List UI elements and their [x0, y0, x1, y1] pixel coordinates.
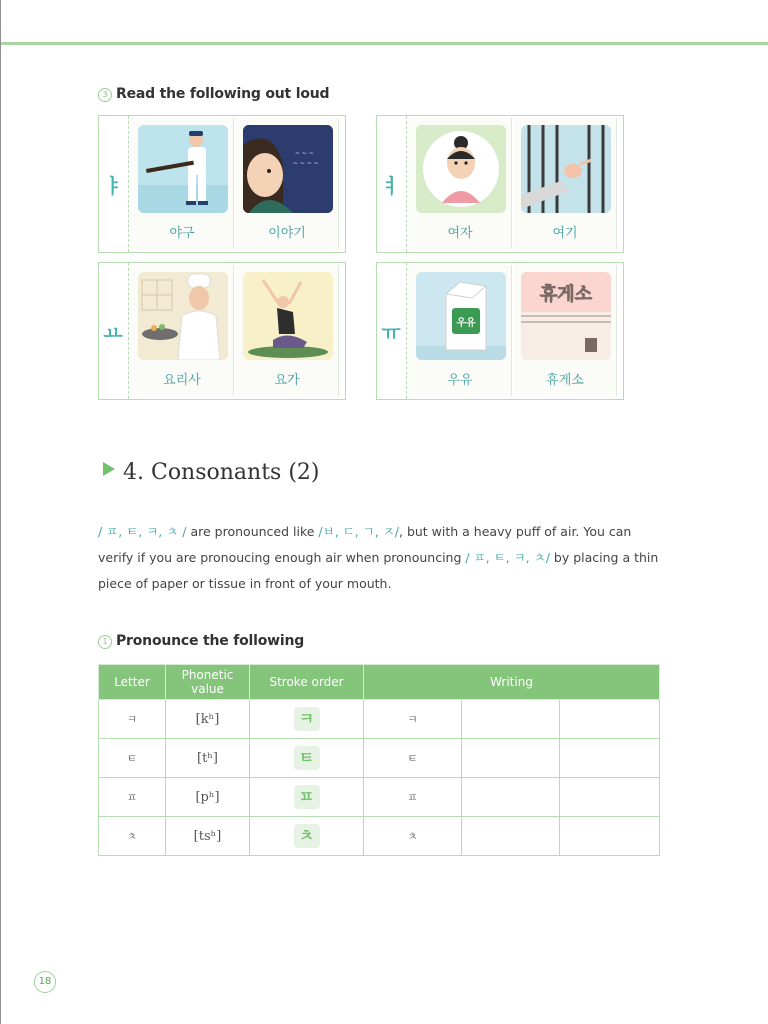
column-header: Stroke order [250, 665, 364, 700]
section-heading-consonants [103, 460, 320, 485]
table-row [99, 700, 660, 739]
column-header: Phonetic value [166, 665, 250, 700]
section-title-pronounce [98, 633, 304, 649]
word-label: 여기 [552, 226, 578, 241]
rest-area-sign-text: 휴게소 [539, 284, 593, 305]
table-row [99, 817, 660, 856]
word-label: 휴게소 [546, 373, 584, 388]
table-header-row [99, 665, 660, 700]
word-label: 요가 [274, 373, 300, 388]
word-card [514, 265, 617, 396]
writing-practice-cell[interactable] [560, 700, 660, 739]
vowel-letter: ㅛ [103, 321, 123, 345]
phonetic-cell: [kʰ] [166, 700, 250, 739]
word-card [236, 265, 339, 396]
word-label: 요리사 [163, 373, 201, 388]
column-header: Writing [364, 665, 660, 700]
section-title-read-aloud [98, 86, 329, 102]
word-label: 이야기 [268, 226, 306, 241]
writing-practice-cell[interactable] [462, 817, 560, 856]
heading-text: 4. Consonants (2) [123, 460, 320, 485]
storytelling-illustration [243, 125, 333, 213]
consonant-list: / ㅍ, ㅌ, ㅋ, ㅊ / [98, 524, 187, 539]
writing-practice-cell[interactable] [560, 739, 660, 778]
writing-practice-cell[interactable] [462, 778, 560, 817]
section-title-text: Pronounce the following [116, 633, 305, 649]
stroke-order-cell [250, 778, 364, 817]
writing-practice-cell[interactable] [462, 700, 560, 739]
rest-area-illustration [521, 272, 611, 360]
paragraph-text: are pronounced like [186, 524, 319, 539]
word-card [131, 118, 234, 249]
milk-carton-illustration [416, 272, 506, 360]
word-card [514, 118, 617, 249]
pronunciation-table [98, 664, 660, 856]
stroke-order-glyph: ㅊ [294, 824, 320, 848]
word-card [409, 265, 512, 396]
pointing-hand-illustration [521, 125, 611, 213]
woman-illustration [416, 125, 506, 213]
word-card [131, 265, 234, 396]
triangle-bullet-icon [103, 462, 115, 476]
stroke-order-glyph: ㅍ [294, 785, 320, 809]
chef-illustration [138, 272, 228, 360]
word-card [236, 118, 339, 249]
column-header: Letter [99, 665, 166, 700]
phonetic-cell: [pʰ] [166, 778, 250, 817]
word-label: 여자 [447, 226, 473, 241]
letter-cell: ㅌ [99, 739, 166, 778]
writing-example-cell: ㅊ [364, 817, 462, 856]
word-card [409, 118, 512, 249]
letter-cell: ㅋ [99, 700, 166, 739]
phonetic-cell: [tsʰ] [166, 817, 250, 856]
writing-example-cell: ㅍ [364, 778, 462, 817]
letter-cell: ㅍ [99, 778, 166, 817]
stroke-order-cell [250, 700, 364, 739]
stroke-order-glyph: ㅋ [294, 707, 320, 731]
vowel-letter: ㅠ [381, 321, 401, 345]
consonant-list: /ㅂ, ㄷ, ㄱ, ㅈ/ [318, 524, 399, 539]
writing-practice-cell[interactable] [462, 739, 560, 778]
vowel-letter: ㅑ [103, 174, 123, 198]
phonetic-cell: [tʰ] [166, 739, 250, 778]
table-row [99, 739, 660, 778]
letter-cell: ㅊ [99, 817, 166, 856]
vowel-group-yo [98, 262, 346, 400]
yoga-illustration [243, 272, 333, 360]
section-title-text: Read the following out loud [116, 86, 330, 102]
vowel-group-yeo [376, 115, 624, 253]
vowel-letter: ㅕ [381, 174, 401, 198]
consonant-list: / ㅍ, ㅌ, ㅋ, ㅊ/ [465, 550, 550, 565]
svg-text:~ ~ ~: ~ ~ ~ [295, 150, 314, 157]
stroke-order-cell [250, 739, 364, 778]
word-label: 우유 [447, 373, 473, 388]
top-divider [0, 42, 768, 45]
stroke-order-glyph: ㅌ [294, 746, 320, 770]
paragraph-text: by placing a thin piece of paper or tissue in front of your mouth. [98, 550, 659, 591]
stroke-order-cell [250, 817, 364, 856]
vowel-group-ya [98, 115, 346, 253]
page-number: 18 [34, 971, 56, 993]
table-row [99, 778, 660, 817]
vowel-group-yu [376, 262, 624, 400]
writing-practice-cell[interactable] [560, 817, 660, 856]
section-number: 1 [98, 635, 112, 649]
writing-practice-cell[interactable] [560, 778, 660, 817]
svg-text:~ ~ ~ ~: ~ ~ ~ ~ [293, 160, 319, 167]
writing-example-cell: ㅌ [364, 739, 462, 778]
paragraph-text: , but with a heavy puff of air. You can verify if you are pronoucing enough air when pronouncing [98, 524, 632, 565]
section-number: 3 [98, 88, 112, 102]
milk-carton-text: 우유 [456, 318, 476, 329]
word-label: 야구 [169, 226, 195, 241]
page-edge [0, 0, 1, 1024]
baseball-illustration [138, 125, 228, 213]
explanation-paragraph [98, 519, 668, 597]
writing-example-cell: ㅋ [364, 700, 462, 739]
